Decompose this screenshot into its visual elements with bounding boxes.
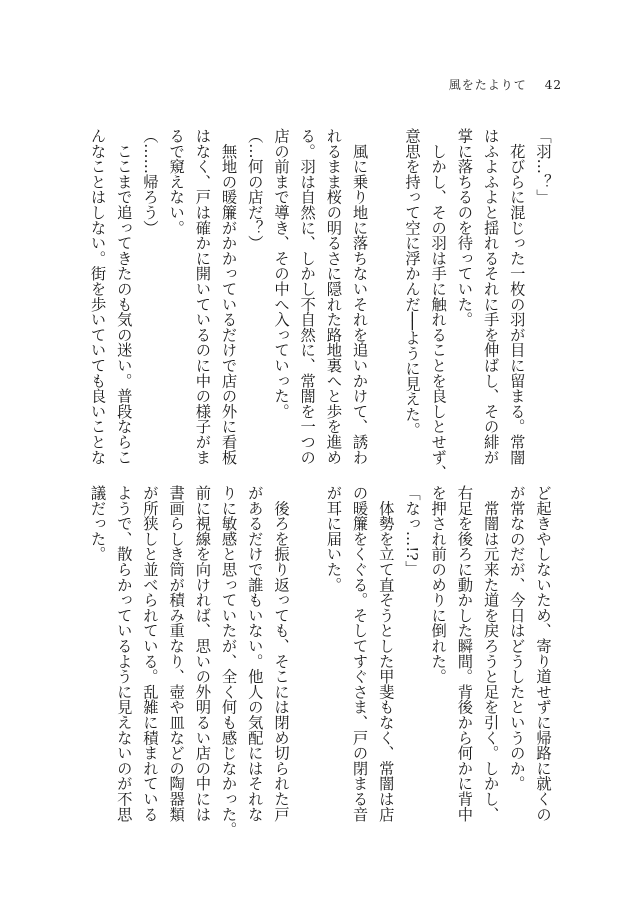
text-line: るで窺えない。: [167, 128, 186, 236]
blank-line: [294, 485, 320, 785]
text-line: 「羽…？」: [534, 128, 552, 205]
text-line: 意思を持って空に浮かんだ──ように見えた。: [402, 128, 421, 438]
text-line: 店の前まで導き、その中へ入っていった。: [271, 128, 290, 419]
text-line: 風に乗り地に落ちないそれを追いかけて、誘わ: [350, 128, 369, 465]
upper-text-block: [84, 128, 556, 480]
text-line: ようで、散らかっているように見えないのが不思: [114, 485, 133, 822]
text-line: る。羽は自然に、しかし不自然に、常闇を一つの: [298, 128, 317, 465]
text-line: ここまで追ってきたのも気の迷い。普段ならこ: [114, 128, 133, 465]
text-line: りに敏感と思っていたが、全く何も感じなかった。: [219, 485, 238, 837]
text-line: が所狭しと並べられている。乱雑に積まれている: [140, 485, 159, 822]
text-line: を押され前のめりに倒れた。: [429, 485, 448, 684]
text-line: の暖簾をくぐる。そしてすぐさま、戸の閉まる音: [350, 485, 369, 822]
text-line: 花びらに混じった一枚の羽が目に留まる。常闇: [507, 128, 526, 465]
text-line: が耳に届いた。: [324, 485, 343, 593]
chapter-title: 風をたよりて: [448, 78, 527, 92]
text-line: んなことはしない。街を歩いていても良いことな: [88, 128, 107, 465]
text-line: 体勢を立て直そうとした甲斐もなく、常闇は店: [376, 485, 395, 822]
text-line: ど起きやしないため、寄り道せずに帰路に就くの: [534, 485, 552, 822]
text-line: （…何の店だ？）: [245, 128, 264, 251]
running-header: [449, 76, 562, 93]
text-line: 「なっ…!?」: [402, 485, 421, 576]
text-line: 常闇は元来た道を戻ろうと足を引く。しかし、: [481, 485, 500, 822]
text-line: 右足を後ろに動かした瞬間。背後から何かに背中: [455, 485, 474, 822]
text-line: 後ろを振り返っても、そこには閉め切られた戸: [271, 485, 290, 822]
text-line: しかし、その羽は手に触れることを良しとせず、: [429, 128, 448, 480]
text-line: 前に視線を向ければ、思いの外明るい店の中には: [193, 485, 212, 822]
text-line: はなく、戸は確かに開いているのに中の様子がま: [193, 128, 212, 465]
page-number: 42: [544, 78, 562, 92]
blank-line: [373, 128, 399, 428]
text-line: 掌に落ちるのを待っていた。: [455, 128, 474, 327]
text-line: が常なのだが、今日はどうしたというのか。: [507, 485, 526, 791]
text-line: 無地の暖簾がかかっているだけで店の外に看板: [219, 128, 238, 465]
text-line: があるだけで誰もいない。他人の気配にはそれな: [245, 485, 264, 822]
text-line: れるまま桜の明るさに隠れた路地裏へと歩を進め: [324, 128, 343, 465]
lower-text-block: [84, 485, 556, 837]
text-line: 書画らしき筒が積み重なり、壺や皿などの陶器類: [167, 485, 186, 822]
text-line: はふよふよと揺れるそれに手を伸ばし、その緋が: [481, 128, 500, 465]
text-line: 議だった。: [88, 485, 107, 562]
text-line: （……帰ろう）: [140, 128, 159, 236]
